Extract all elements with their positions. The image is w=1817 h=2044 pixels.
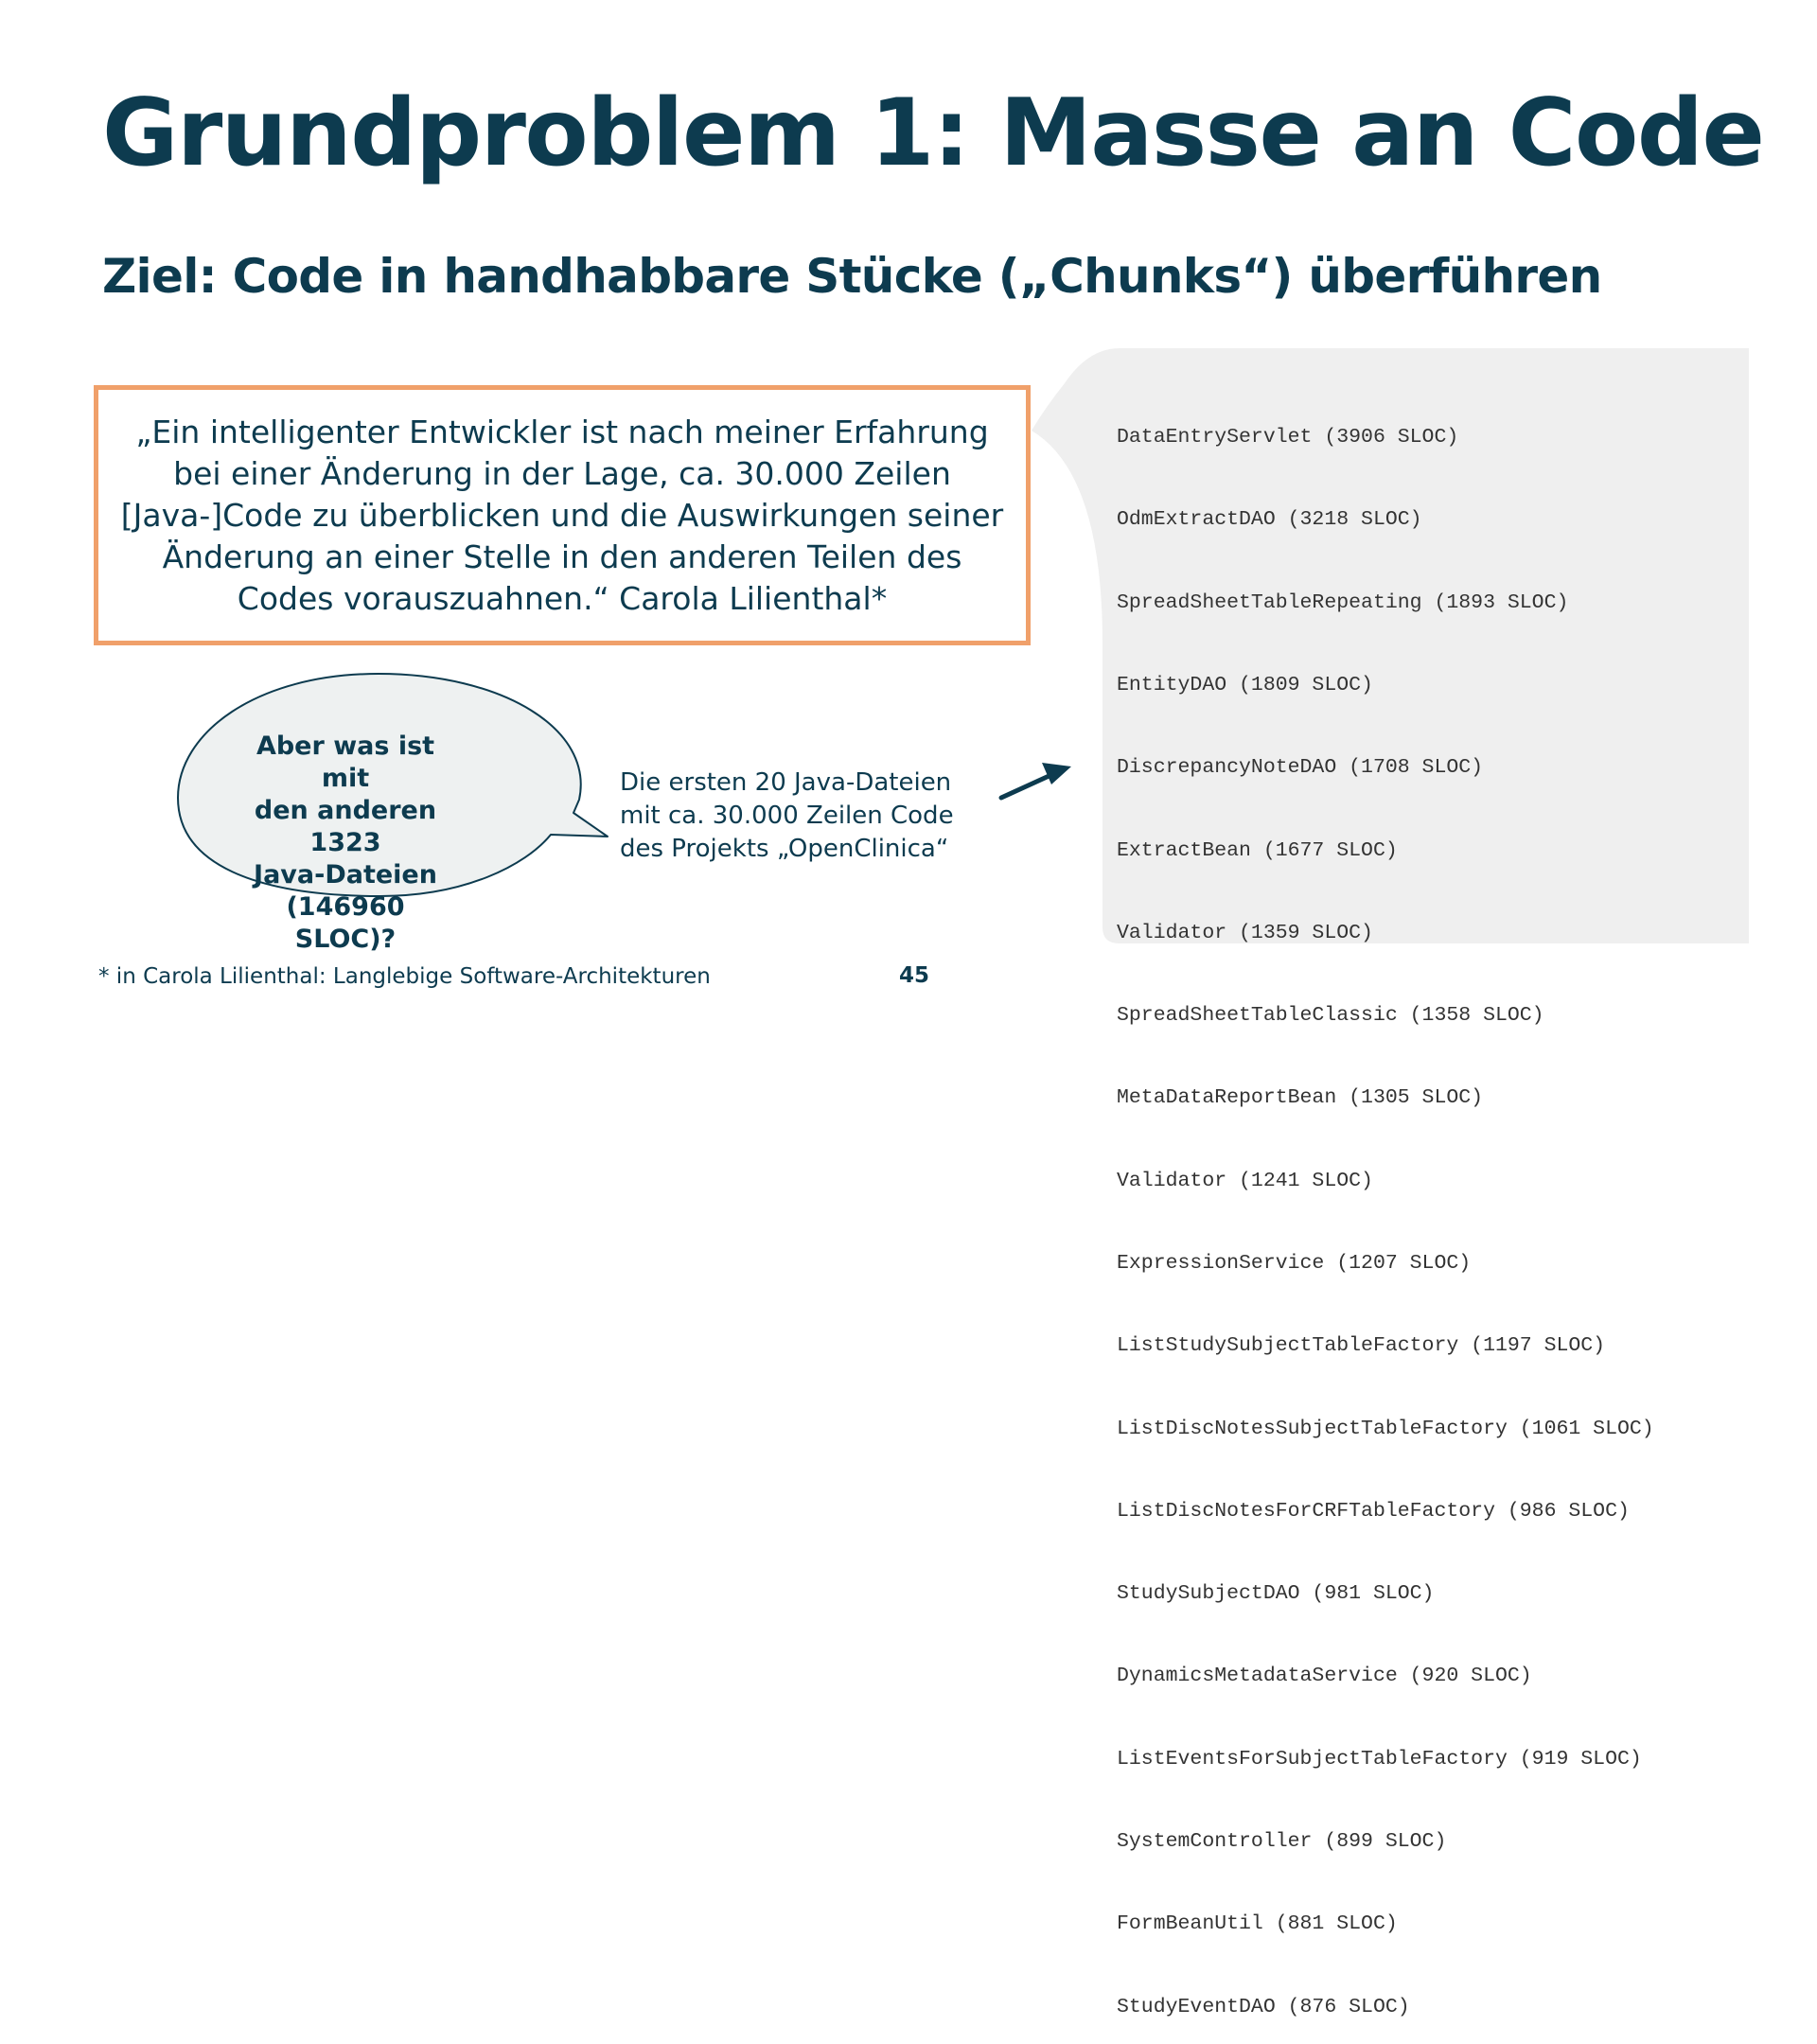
caption-line: des Projekts „OpenClinica“ xyxy=(620,835,949,863)
file-list-item: Validator (1359 SLOC) xyxy=(1117,921,1373,944)
java-file-list xyxy=(1117,369,1654,2044)
slide-title: Grundproblem 1: Masse an Code xyxy=(102,79,1764,187)
file-list-item: ListDiscNotesForCRFTableFactory (986 SLOC) xyxy=(1117,1499,1630,1523)
file-list-item: StudyEventDAO (876 SLOC) xyxy=(1117,1995,1410,2018)
quote-text: „Ein intelligenter Entwickler ist nach meiner Erfahrung bei einer Änderung in der Lage, ca. 30.000 Zeilen [Java-]Code zu überblicken und die Auswirkungen seiner Änderung an einer Stelle in den anderen Teilen des Codes vorauszuahnen.“ Carola Lilienthal* xyxy=(120,413,1004,617)
caption-line: Die ersten 20 Java-Dateien xyxy=(620,768,952,797)
file-list-item: ListDiscNotesSubjectTableFactory (1061 SLOC) xyxy=(1117,1417,1654,1440)
bubble-line: Java-Dateien xyxy=(254,860,437,890)
file-list-item: SpreadSheetTableRepeating (1893 SLOC) xyxy=(1117,590,1569,614)
file-list-item: OdmExtractDAO (3218 SLOC) xyxy=(1117,508,1422,532)
file-list-item: SystemController (899 SLOC) xyxy=(1117,1829,1447,1853)
file-list-item: DataEntryServlet (3906 SLOC) xyxy=(1117,426,1459,449)
file-list-item: DiscrepancyNoteDAO (1708 SLOC) xyxy=(1117,756,1484,780)
speech-bubble-text xyxy=(232,731,459,956)
file-list-caption xyxy=(620,766,954,866)
bubble-line: den anderen 1323 xyxy=(254,796,437,857)
file-list-item: MetaDataReportBean (1305 SLOC) xyxy=(1117,1086,1484,1110)
file-list-item: ListEventsForSubjectTableFactory (919 SLOC) xyxy=(1117,1747,1642,1771)
arrow-up-right-icon xyxy=(1001,763,1071,798)
file-list-item: ListStudySubjectTableFactory (1197 SLOC) xyxy=(1117,1334,1606,1358)
slide-subtitle: Ziel: Code in handhabbare Stücke („Chunks“) überführen xyxy=(102,249,1602,304)
file-list-item: SpreadSheetTableClassic (1358 SLOC) xyxy=(1117,1004,1544,1028)
file-list-item: EntityDAO (1809 SLOC) xyxy=(1117,674,1373,697)
file-list-item: StudySubjectDAO (981 SLOC) xyxy=(1117,1582,1435,1606)
file-list-item: Validator (1241 SLOC) xyxy=(1117,1169,1373,1192)
footnote: * in Carola Lilienthal: Langlebige Software-Architekturen xyxy=(98,964,711,989)
quote-box xyxy=(94,385,1031,645)
file-list-item: DynamicsMetadataService (920 SLOC) xyxy=(1117,1665,1532,1688)
file-list-item: ExtractBean (1677 SLOC) xyxy=(1117,838,1398,862)
caption-line: mit ca. 30.000 Zeilen Code xyxy=(620,802,954,830)
bubble-line: Aber was ist mit xyxy=(256,731,435,793)
file-list-item: ExpressionService (1207 SLOC) xyxy=(1117,1252,1472,1275)
file-list-item: FormBeanUtil (881 SLOC) xyxy=(1117,1912,1398,1936)
bubble-line: (146960 SLOC)? xyxy=(286,892,405,954)
page-number: 45 xyxy=(899,963,930,988)
